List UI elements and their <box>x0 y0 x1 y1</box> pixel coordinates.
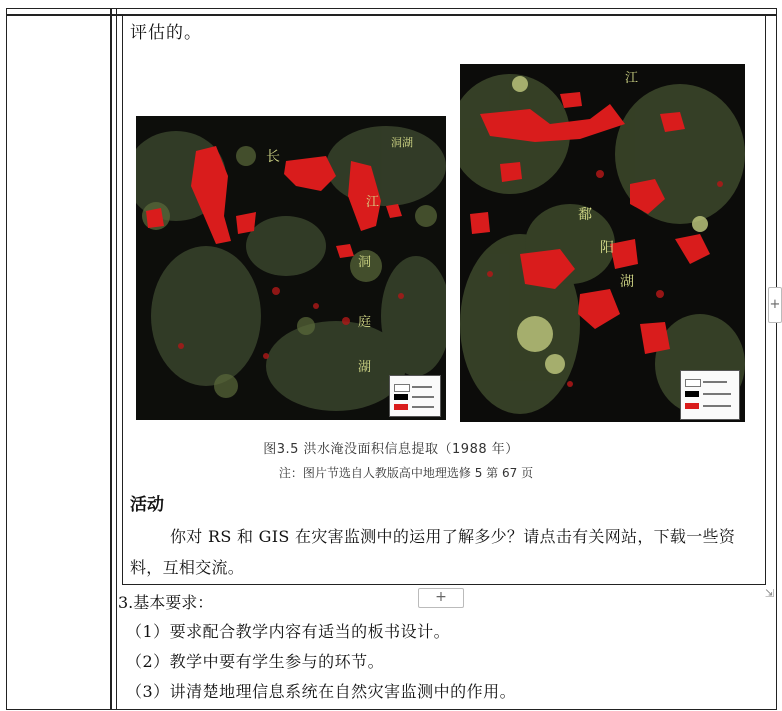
svg-text:江: 江 <box>625 71 639 86</box>
table-resize-icon[interactable]: ⇲ <box>765 587 775 600</box>
figure-source-note: 注：图片节选自人教版高中地理选修 5 第 67 页 <box>278 466 534 480</box>
activity-heading: 活动 <box>130 495 164 515</box>
svg-text:阳: 阳 <box>600 240 614 256</box>
svg-text:洞湖: 洞湖 <box>391 136 413 149</box>
figure-caption: 图3.5 洪水淹没面积信息提取（1988 年） <box>263 442 519 457</box>
svg-text:湖: 湖 <box>620 274 634 290</box>
svg-text:洞: 洞 <box>358 255 372 270</box>
requirements-heading: 3.基本要求： <box>118 593 214 612</box>
table-column-divider-inner <box>116 8 117 710</box>
add-row-button[interactable]: + <box>418 588 464 608</box>
flood-map-right-graphic <box>460 64 745 422</box>
table-column-divider <box>110 8 112 710</box>
flood-map-right <box>460 64 745 422</box>
paragraph-fragment: 评估的。 <box>130 23 202 43</box>
add-column-button[interactable]: + <box>768 287 782 323</box>
requirement-item: （3）讲清楚地理信息系统在自然灾害监测中的作用。 <box>126 682 517 701</box>
svg-text:长: 长 <box>266 149 280 165</box>
map-legend-left <box>389 375 441 417</box>
svg-text:庭: 庭 <box>358 315 372 330</box>
map-legend-right <box>680 370 740 420</box>
svg-text:鄱: 鄱 <box>578 207 592 223</box>
requirement-item: （2）教学中要有学生参与的环节。 <box>126 652 385 671</box>
requirement-item: （1）要求配合教学内容有适当的板书设计。 <box>126 622 451 641</box>
svg-text:湖: 湖 <box>358 360 372 375</box>
svg-text:江: 江 <box>366 195 380 210</box>
activity-paragraph: 你对 RS 和 GIS 在灾害监测中的运用了解多少？请点击有关网站，下载一些资料，互相交流。 <box>130 527 736 577</box>
